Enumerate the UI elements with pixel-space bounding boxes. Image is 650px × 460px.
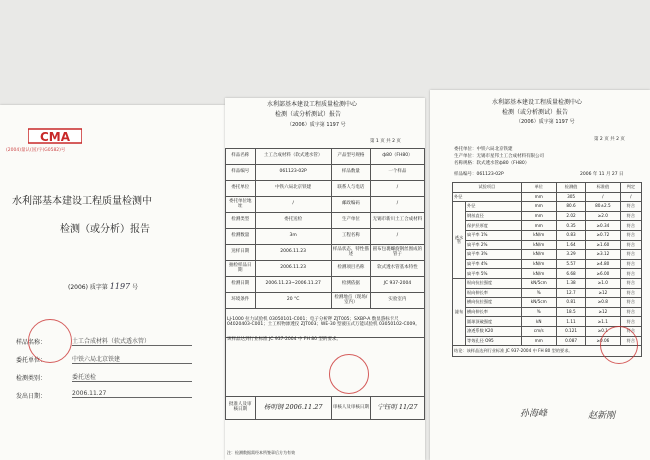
right-signature-2: 赵新刚	[588, 411, 616, 421]
table-row: 检测类型 委托送检 生产单位 无锡市新川土工合成材料	[226, 213, 425, 229]
table-row: 扁平率 3% kN/m 3.29 ≥3.12 符合	[453, 250, 642, 260]
cover-subtitle: 检测（或分析）报告	[60, 224, 150, 235]
table-row: 横向抗拉强度 kN/5cm 0.81 ≥0.8 符合	[453, 298, 642, 308]
cover-field-category: 检测类别： 委托送检	[16, 373, 46, 382]
right-signature-1: 孙海峰	[520, 409, 548, 419]
right-header-line2: 检测（或分析测试）报告	[502, 109, 569, 116]
group-label-pipe: 透水管	[453, 202, 466, 279]
conclusion-row: 结论：该样品达到行业标准 JC 937-2004 中 FH 80 型的要求。	[453, 346, 642, 357]
signature-row: 批准人及审核日期 杨明钢 2006.11.27 审核人及审核日期 宁钰明 11/27	[226, 397, 425, 420]
cover-field-client: 委托单位： 中铁六局北京铁建	[16, 355, 46, 364]
cover-red-stamp	[28, 319, 72, 363]
group-label-fabric: 滤布	[453, 278, 466, 345]
right-date: 2006 年 11 月 27 日	[580, 172, 624, 177]
svg-text:CMA: CMA	[39, 130, 71, 144]
cover-field-date: 发出日期： 2006.11.27	[16, 391, 46, 400]
cover-title: 水利部基本建设工程质量检测中	[12, 196, 152, 207]
table-header-row: 试验项目 单位 检测值 标准值 判定	[453, 183, 642, 193]
table-row: 委托单位地址 / 邮政编码 /	[226, 197, 425, 213]
cma-code: (2004)量认(国)字(G0582)号	[6, 148, 66, 153]
table-row: 检测日期 2006.11.23~2006.11.27 检测依据 JC 937-2004	[226, 277, 425, 293]
table-row: 扁平率 5% kN/m 6.68 ≥6.00 符合	[453, 269, 642, 279]
table-row: 钢丝直径 mm 2.02 ≥2.0 符合	[453, 211, 642, 221]
right-report-no: （2006）质字第 1197 号	[516, 119, 575, 125]
table-row: 扁平率 4% kN/m 5.57 ≥4.80 符合	[453, 259, 642, 269]
mid-report-no: （2006）质字第 1197 号	[287, 122, 346, 128]
cma-logo	[28, 127, 82, 145]
right-info-manufacturer: 生产单位：无锡市星邦土工合成材料有限公司	[454, 154, 544, 159]
mid-header-line1: 水利部基本建设工程质量检测中心	[267, 101, 358, 108]
table-row: 环境条件 20 °C 检测地点（现场/室内） 实验室内	[226, 293, 425, 309]
table-row: 滤布 纵向抗拉强度 kN/5cm 1.38 ≥1.0 符合	[453, 278, 642, 288]
table-row: 纵向伸长率 % 12.7 ≥12 符合	[453, 288, 642, 298]
table-row: 扁平率 1% kN/m 0.83 ≥0.72 符合	[453, 230, 642, 240]
report-cover-page	[0, 105, 225, 460]
right-info-client: 委托单位：中铁六局北京铁建	[454, 147, 513, 152]
equipment-row: LJ-1000 拉力试验机 03050101-C001；电子分析秤 ZJT005；SXBP-A 数显游标卡尺 04020403-C001；土工织物渗透仪 ZJT003；WE-30 型液压式万能试验机 03050102-C009。	[226, 309, 425, 338]
cover-field-sample: 样品名称： 土工合成材料（软式透水管）	[16, 337, 46, 346]
table-row: 样品编号 061123-02P 样品数量 一个样品	[226, 165, 425, 181]
sample-info-table	[225, 148, 425, 420]
table-row: 送样日期 2006.11.23 样品状态、特性描述 圆布包裹螺旋钢丝围成的管子	[226, 245, 425, 261]
table-row: 样品名称 土工合成材料（软式透水管） 产品型号规格 ф80（FH80）	[226, 149, 425, 165]
table-row: 保护层厚度 mm 0.35 ≥0.34 符合	[453, 221, 642, 231]
mid-footnote: 注：检测数据需经本所签章后方为有效	[227, 450, 295, 455]
table-row: 透水管 外径 mm 80.6 80±2.5 符合	[453, 202, 642, 212]
report-page-2	[430, 90, 650, 460]
table-row: 检测数量 3m 工程名称 /	[226, 229, 425, 245]
right-page-no: 第 2 页 共 2 页	[594, 137, 625, 142]
right-header-line1: 水利部基本建设工程质量检测中心	[492, 99, 583, 106]
conclusion-row: 该样品达到行业标准 JC 937-2004 中 FH 80 型的要求。	[226, 338, 425, 397]
mid-header-line2: 检测（或分析测试）报告	[275, 111, 342, 118]
report-page-1	[225, 98, 425, 460]
table-row: 横向伸长率 % 18.5 ≥12 符合	[453, 307, 642, 317]
mid-red-stamp	[329, 354, 369, 394]
table-row: 等效孔径 O95 mm 0.087 ≥0.06 符合	[453, 336, 642, 346]
table-row: 委托单位 中铁六局北京铁建 联系人与电话 /	[226, 181, 425, 197]
cover-report-no: (2006) 质字第 1197 号	[68, 282, 139, 291]
table-row: 扁平率 2% kN/m 1.64 ≥1.60 符合	[453, 240, 642, 250]
table-row: 渗透系数 K20 cm/s 0.121 ≥0.1 符合	[453, 326, 642, 336]
right-red-stamp	[600, 326, 638, 364]
right-sample-no: 样品编号：061123-02P	[454, 172, 504, 177]
table-row: 抽检样品日期 2006.11.23 检测项目名称 软式透水管基本特性	[226, 261, 425, 277]
right-info-spec: 名称规格：软式透水管ф80（FH80）	[454, 161, 530, 166]
table-row: 外径 mm 305 / /	[453, 192, 642, 202]
table-row: 圆球顶破强度 kN 1.11 ≥1.1 符合	[453, 317, 642, 327]
mid-page-no: 第 1 页 共 2 页	[370, 139, 401, 144]
